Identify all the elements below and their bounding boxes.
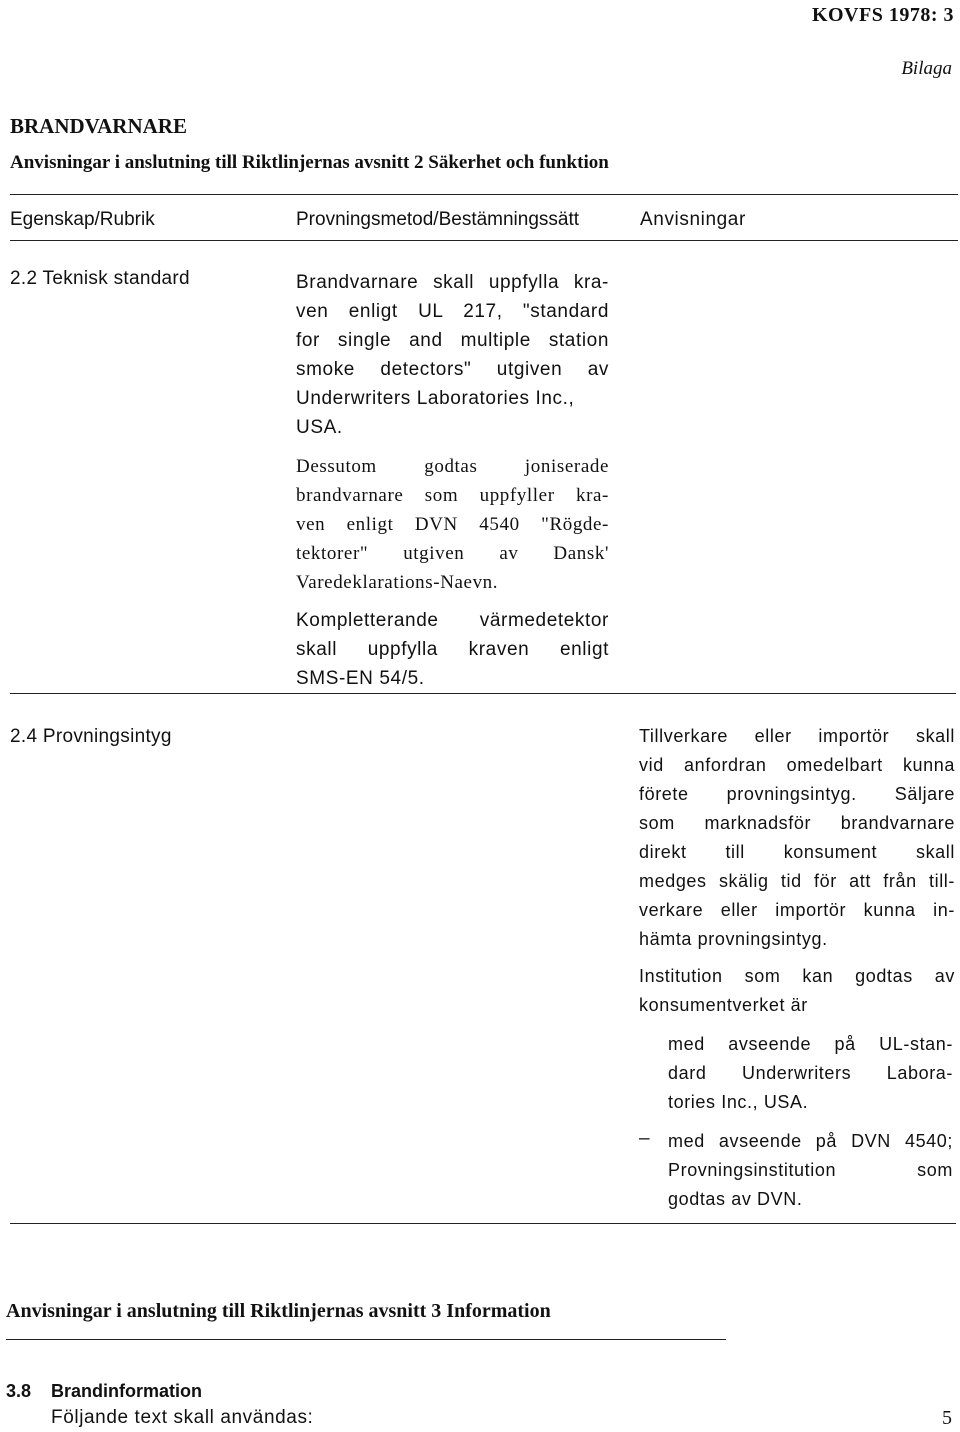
- header-top-rule: [10, 194, 958, 195]
- text-line: godtas av DVN.: [668, 1189, 803, 1209]
- document-code: KOVFS 1978: 3: [811, 4, 954, 26]
- row-2-2-paragraph-1: [296, 268, 609, 442]
- text-line: ven enligt DVN 4540 "Rögde-: [296, 514, 609, 535]
- page-title: BRANDVARNARE: [10, 114, 187, 138]
- text-line: Provningsinstitution som: [668, 1160, 953, 1180]
- text-line: direkt till konsument skall: [639, 842, 955, 862]
- text-line: for single and multiple station: [296, 330, 609, 351]
- text-line: Kompletterande värmedetektor: [296, 610, 609, 631]
- text-line: verkare eller importör kunna in-: [639, 900, 955, 920]
- row-label-2-4: 2.4 Provningsintyg: [10, 726, 172, 747]
- text-line: med avseende på DVN 4540;: [668, 1131, 953, 1151]
- section-3-heading: Anvisningar i anslutning till Riktlinjernas avsnitt 3 Information: [6, 1300, 551, 1322]
- institution-item-ul: [668, 1030, 953, 1117]
- institution-item-dvn: [668, 1127, 953, 1214]
- section-3-8-number: 3.8: [6, 1381, 32, 1401]
- text-line: Institution som kan godtas av: [639, 966, 955, 986]
- column-header-provningsmetod: Provningsmetod/Bestämningssätt: [296, 209, 580, 230]
- text-line: konsumentverket är: [639, 995, 808, 1015]
- text-line: vid anfordran omedelbart kunna: [639, 755, 955, 775]
- row-label-2-2: 2.2 Teknisk standard: [10, 268, 190, 289]
- text-line: tories Inc., USA.: [668, 1092, 809, 1112]
- text-line: förete provningsintyg. Säljare: [639, 784, 955, 804]
- section-3-8-title: Brandinformation: [51, 1381, 202, 1401]
- text-line: skall uppfylla kraven enligt: [296, 639, 609, 660]
- column-header-anvisningar: Anvisningar: [640, 209, 746, 230]
- text-line: tektorer" utgiven av Dansk': [296, 543, 609, 564]
- table-bottom-rule: [10, 1223, 956, 1224]
- bilaga-label: Bilaga: [901, 58, 952, 79]
- text-line: smoke detectors" utgiven av: [296, 359, 609, 380]
- text-line: Dessutom godtas joniserade: [296, 456, 609, 477]
- section-3-rule: [6, 1339, 726, 1340]
- text-line: brandvarnare som uppfyller kra-: [296, 485, 609, 506]
- text-line: ven enligt UL 217, "standard: [296, 301, 609, 322]
- text-line: medges skälig tid för att från till-: [639, 871, 955, 891]
- column-header-egenskap: Egenskap/Rubrik: [10, 209, 155, 230]
- text-line: hämta provningsintyg.: [639, 929, 828, 949]
- text-line: Underwriters Laboratories Inc.,: [296, 388, 575, 409]
- row-divider-2-2: [10, 693, 956, 694]
- page-number: 5: [942, 1407, 952, 1429]
- text-line: Varedeklarations-Naevn.: [296, 572, 499, 593]
- section-2-heading: Anvisningar i anslutning till Riktlinjernas avsnitt 2 Säkerhet och funktion: [10, 152, 609, 173]
- text-line: SMS-EN 54/5.: [296, 668, 425, 689]
- row-2-4-paragraph-1: [639, 722, 955, 954]
- text-line: Tillverkare eller importör skall: [639, 726, 955, 746]
- text-line: med avseende på UL-stan-: [668, 1034, 953, 1054]
- list-dash: –: [639, 1128, 650, 1149]
- text-line: som marknadsför brandvarnare: [639, 813, 955, 833]
- text-line: dard Underwriters Labora-: [668, 1063, 953, 1083]
- text-line: USA.: [296, 417, 343, 438]
- section-3-8-text: Följande text skall användas:: [51, 1407, 314, 1428]
- header-bottom-rule: [10, 240, 958, 241]
- row-2-4-paragraph-2: [639, 962, 955, 1020]
- row-2-2-paragraph-3: [296, 606, 609, 693]
- row-2-2-paragraph-2: [296, 452, 609, 597]
- text-line: Brandvarnare skall uppfylla kra-: [296, 272, 609, 293]
